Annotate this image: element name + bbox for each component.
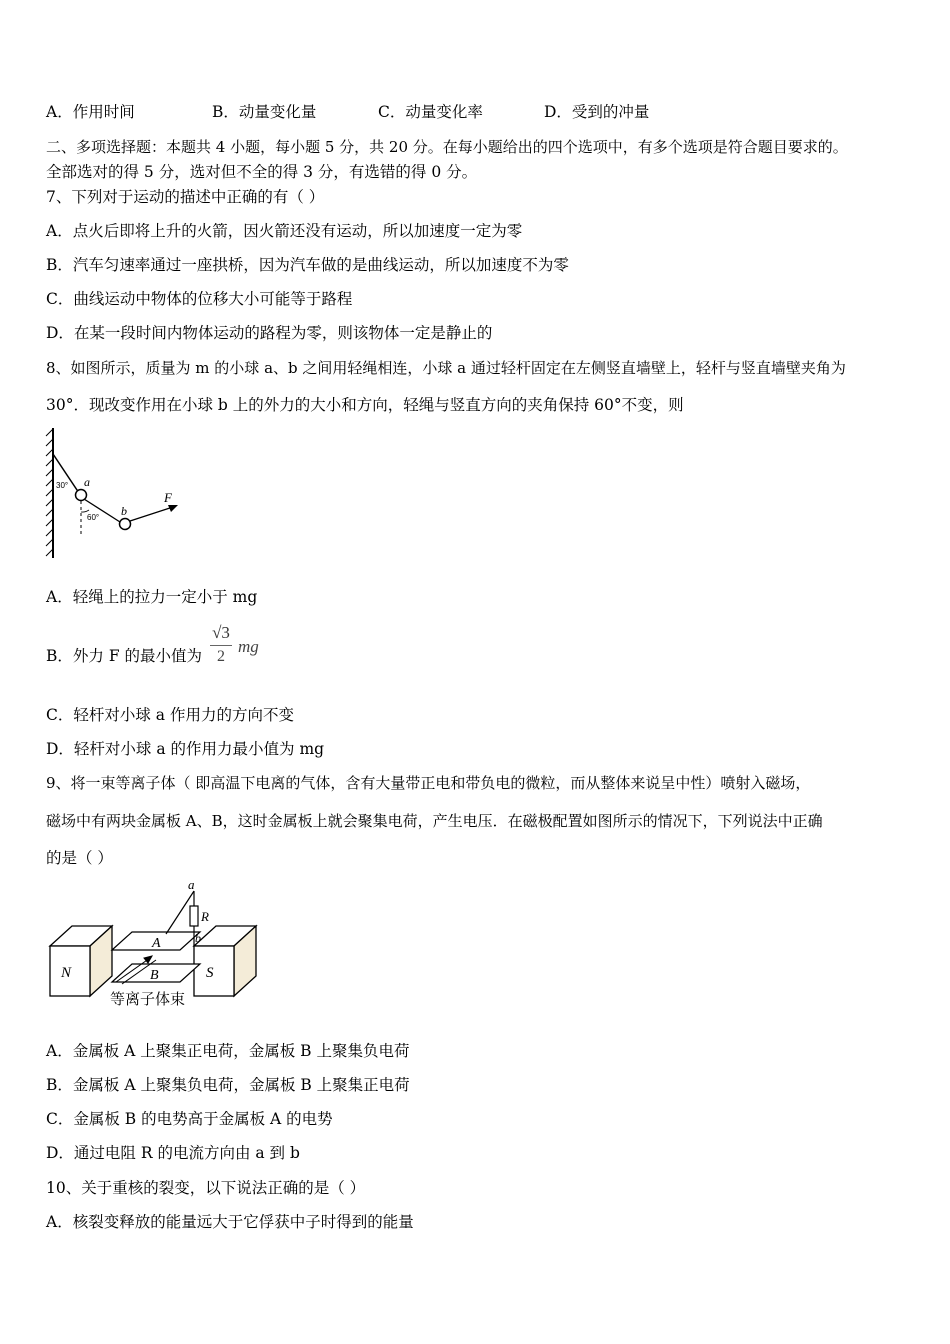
- label-plate-b: B: [150, 968, 159, 983]
- q8-option-b-prefix: B．外力 F 的最小值为: [46, 647, 202, 665]
- q9-option-d: D．通过电阻 R 的电流方向由 a 到 b: [46, 1144, 300, 1162]
- wall-hatching: [46, 428, 53, 558]
- q10-stem: 10、关于重核的裂变，以下说法正确的是（ ）: [46, 1179, 366, 1197]
- q9-stem-line3: 的是（ ）: [46, 849, 113, 867]
- q7-option-d: D．在某一段时间内物体运动的路程为零，则该物体一定是静止的: [46, 324, 493, 342]
- label-plasma-beam: 等离子体束: [110, 990, 186, 1008]
- q8-option-c: C．轻杆对小球 a 作用力的方向不变: [46, 706, 294, 724]
- label-r: R: [201, 909, 209, 924]
- q7-option-c: C．曲线运动中物体的位移大小可能等于路程: [46, 290, 353, 308]
- label-a: a: [84, 475, 90, 489]
- q9-option-c: C．金属板 B 的电势高于金属板 A 的电势: [46, 1110, 333, 1128]
- angle-30-label: 30°: [56, 481, 69, 490]
- q7-stem: 7、下列对于运动的描述中正确的有（ ）: [46, 188, 325, 206]
- force-f-arrowhead: [168, 505, 178, 512]
- q6-option-a: A．作用时间: [46, 103, 135, 121]
- section2-instructions-line2: 全部选对的得 5 分，选对但不全的得 3 分，有选错的得 0 分。: [46, 163, 478, 181]
- q8-option-a: A．轻绳上的拉力一定小于 mg: [46, 588, 258, 606]
- label-plate-a: A: [152, 936, 161, 951]
- q7-option-a: A．点火后即将上升的火箭，因火箭还没有运动，所以加速度一定为零: [46, 222, 523, 240]
- q7-option-b: B．汽车匀速率通过一座拱桥，因为汽车做的是曲线运动，所以加速度不为零: [46, 256, 569, 274]
- label-s: S: [206, 965, 214, 981]
- force-f-line: [130, 506, 176, 521]
- q6-option-b: B．动量变化量: [212, 103, 317, 121]
- q8-figure: [44, 426, 180, 560]
- q9-stem-line2: 磁场中有两块金属板 A、B，这时金属板上就会聚集电荷，产生电压．在磁极配置如图所示的情况下，下列说法中正确: [46, 812, 823, 830]
- fraction-denominator: 2: [217, 648, 225, 665]
- q9-option-a: A．金属板 A 上聚集正电荷，金属板 B 上聚集负电荷: [46, 1042, 410, 1060]
- resistor-r: [190, 906, 198, 926]
- q8-stem-line2: 30°．现改变作用在小球 b 上的外力的大小和方向，轻绳与竖直方向的夹角保持 60°不变，则: [46, 396, 684, 414]
- ball-b: [120, 519, 131, 530]
- q8-option-b-fraction: [208, 622, 234, 667]
- label-a-node: a: [188, 878, 195, 892]
- fraction-numerator: √3: [212, 623, 230, 642]
- fraction-bar: [210, 645, 232, 646]
- q6-option-c: C．动量变化率: [378, 103, 483, 121]
- angle-60-label: 60°: [87, 513, 100, 522]
- q6-options-row: [46, 102, 649, 122]
- magnet-n: [50, 926, 112, 996]
- ball-a: [76, 490, 87, 501]
- q8-option-b-unit: mg: [238, 637, 259, 656]
- label-f: F: [164, 490, 172, 505]
- angle-60-arc: [81, 510, 89, 512]
- label-n: N: [61, 965, 72, 981]
- q9-figure: [44, 878, 262, 1020]
- q8-stem-line1: 8、如图所示，质量为 m 的小球 a、b 之间用轻绳相连，小球 a 通过轻杆固定在左侧竖直墙壁上，轻杆与竖直墙壁夹角为: [46, 359, 846, 377]
- section2-instructions-line1: 二、多项选择题：本题共 4 小题，每小题 5 分，共 20 分。在每小题给出的四个选项中，有多个选项是符合题目要求的。: [46, 138, 848, 156]
- q6-option-d: D．受到的冲量: [544, 103, 650, 121]
- q9-option-b: B．金属板 A 上聚集负电荷，金属板 B 上聚集正电荷: [46, 1076, 410, 1094]
- label-b-node: b: [195, 931, 201, 945]
- label-b: b: [121, 504, 127, 518]
- q10-option-a: A．核裂变释放的能量远大于它俘获中子时得到的能量: [46, 1213, 414, 1231]
- q9-stem-line1: 9、将一束等离子体（ 即高温下电离的气体，含有大量带正电和带负电的微粒，而从整体来说呈中性）喷射入磁场，: [46, 774, 811, 792]
- q8-option-d: D．轻杆对小球 a 的作用力最小值为 mg: [46, 740, 325, 758]
- magnet-s: [194, 926, 256, 996]
